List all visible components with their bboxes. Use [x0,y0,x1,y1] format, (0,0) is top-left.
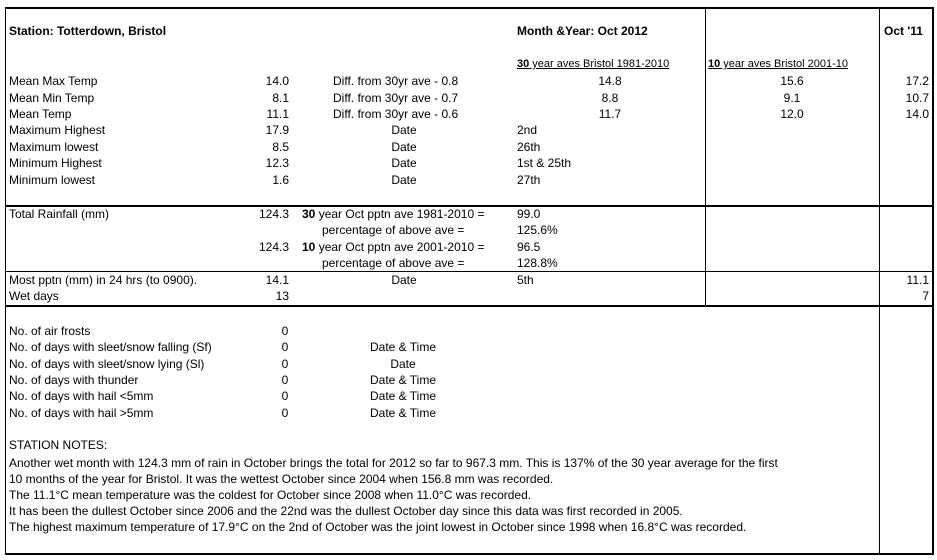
notes-heading: STATION NOTES: [9,438,108,452]
ave30-header-bold: 30 [517,58,530,70]
rainfall-value-2: 124.3 [258,240,289,254]
wet-days-label: Wet days [9,289,59,303]
count-mid: Date & Time [369,406,437,420]
temp-diff: Diff. from 30yr ave - 0.8 [333,74,459,88]
most-pptn-value: 14.1 [265,273,289,287]
temp-label: Mean Max Temp [9,74,98,88]
extreme-value: 17.9 [265,123,289,137]
extreme-mid: Date [391,123,417,137]
temp-prev: 17.2 [905,74,929,88]
extreme-mid: Date [391,173,417,187]
count-value: 0 [281,373,289,387]
temp-diff: Diff. from 30yr ave - 0.7 [333,91,459,105]
count-value: 0 [281,406,289,420]
rainfall-ave10-bold: 10 [302,240,316,254]
extreme-label: Maximum lowest [9,140,99,154]
count-label: No. of days with hail >5mm [9,406,154,420]
table-border-bottom [5,553,933,555]
count-mid: Date & Time [369,373,437,387]
count-label: No. of days with sleet/snow falling (Sf) [9,340,212,354]
count-label: No. of air frosts [9,324,91,338]
station-title: Station: Totterdown, Bristol [9,24,167,38]
ave10-header [708,57,848,71]
wet-days-value: 13 [275,289,289,303]
extreme-mid: Date [391,140,417,154]
rainfall-pct-1: 125.6% [517,223,558,237]
rainfall-ave30-bold: 30 [302,207,316,221]
most-pptn-date: 5th [517,273,534,287]
extreme-value: 12.3 [265,156,289,170]
ave10-header-bold: 10 [708,58,721,70]
column-divider-1 [705,7,706,305]
prev-year-header: Oct '11 [884,24,923,38]
rainfall-ave30-text: year Oct pptn ave 1981-2010 = [315,207,485,221]
temp-label: Mean Temp [9,107,72,121]
notes-line: 10 months of the year for Bristol. It was the wettest October since 2004 when 156.8 mm was recorded. [9,472,554,486]
extreme-label: Maximum Highest [9,123,106,137]
most-pptn-mid: Date [391,273,417,287]
count-value: 0 [281,389,289,403]
temp-ave10: 15.6 [780,74,804,88]
section-divider-3 [5,305,933,307]
wet-days-prev: 7 [922,289,929,303]
extreme-label: Minimum lowest [9,173,96,187]
notes-line: Another wet month with 124.3 mm of rain in October brings the total for 2012 so far to 967.3 mm. This is 137% of the 30 year average for the first [9,456,778,470]
count-mid: Date [390,357,416,371]
ave30-header [517,57,669,71]
extreme-date: 2nd [517,123,538,137]
count-value: 0 [281,340,289,354]
temp-diff: Diff. from 30yr ave - 0.6 [333,107,459,121]
rainfall-ave10-text: year Oct pptn ave 2001-2010 = [315,240,485,254]
extreme-date: 1st & 25th [517,156,572,170]
extreme-date: 26th [517,140,541,154]
temp-prev: 10.7 [905,91,929,105]
temp-prev: 14.0 [905,107,929,121]
count-label: No. of days with hail <5mm [9,389,154,403]
rainfall-ave30-label [302,207,484,221]
section-divider-2 [5,271,933,272]
rainfall-ave30-value: 99.0 [517,207,541,221]
count-label: No. of days with sleet/snow lying (Sl) [9,357,205,371]
count-value: 0 [281,357,289,371]
rainfall-ave10-label [302,240,484,254]
temp-label: Mean Min Temp [9,91,95,105]
extreme-value: 1.6 [272,173,289,187]
ave10-header-rest: year aves Bristol 2001-10 [720,58,849,70]
temp-value: 8.1 [272,91,289,105]
table-border-top [5,7,933,9]
count-label: No. of days with thunder [9,373,139,387]
rainfall-label: Total Rainfall (mm) [9,207,110,221]
notes-line: The highest maximum temperature of 17.9°C on the 2nd of October was the joint lowest in October since 1998 when 16.8°C was recorded. [9,520,747,534]
notes-line: It has been the dullest October since 2006 and the 22nd was the dullest October day since this data was first recorded in 2005. [9,504,683,518]
temp-ave30: 11.7 [598,107,622,121]
extreme-value: 8.5 [272,140,289,154]
temp-ave30: 8.8 [601,91,619,105]
table-border-right [932,7,934,555]
rainfall-pct-label-2: percentage of above ave = [322,256,465,270]
rainfall-pct-2: 128.8% [517,256,558,270]
most-pptn-prev: 11.1 [906,273,929,287]
ave30-header-rest: year aves Bristol 1981-2010 [529,58,670,70]
count-value: 0 [281,324,289,338]
temp-ave10: 9.1 [783,91,801,105]
extreme-date: 27th [517,173,541,187]
temp-ave10: 12.0 [780,107,804,121]
rainfall-value-1: 124.3 [258,207,289,221]
extreme-label: Minimum Highest [9,156,102,170]
count-mid: Date & Time [369,389,437,403]
temp-value: 14.0 [265,74,289,88]
extreme-mid: Date [391,156,417,170]
temp-ave30: 14.8 [598,74,622,88]
notes-line: The 11.1°C mean temperature was the coldest for October since 2008 when 11.0°C was recorded. [9,488,532,502]
rainfall-pct-label-1: percentage of above ave = [322,223,465,237]
most-pptn-label: Most pptn (mm) in 24 hrs (to 0900). [9,273,198,287]
temp-value: 11.1 [266,107,289,121]
count-mid: Date & Time [369,340,437,354]
month-year: Month &Year: Oct 2012 [517,24,648,38]
table-border-left [5,7,6,555]
rainfall-ave10-value: 96.5 [517,240,541,254]
